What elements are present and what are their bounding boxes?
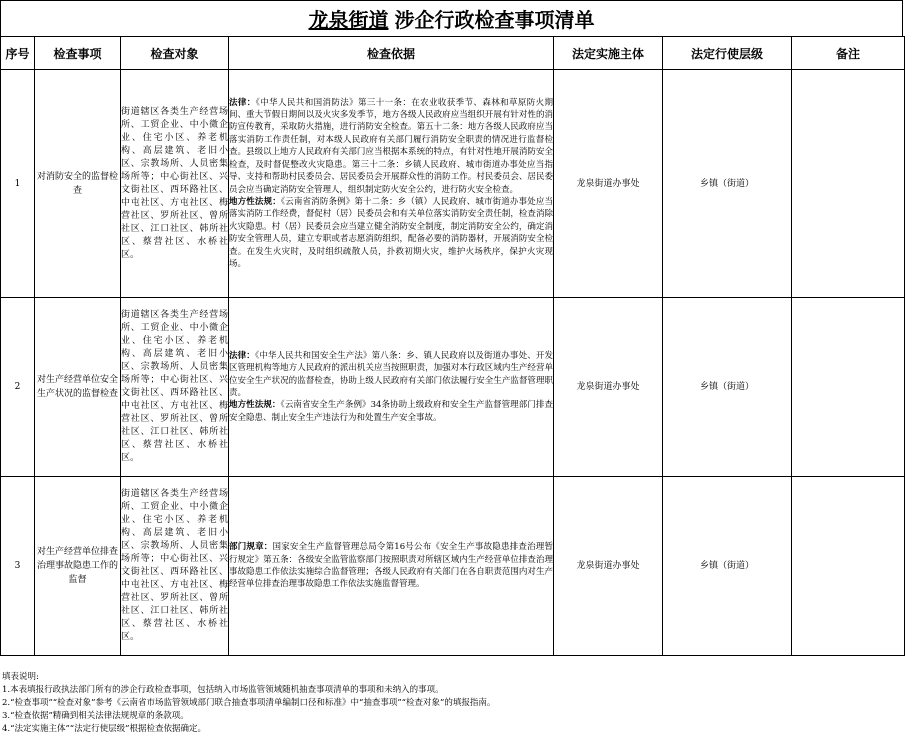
notes-heading: 填表说明: [2, 672, 39, 682]
row-object: 街道辖区各类生产经营场所、工贸企业、中小微企业、住宅小区、养老机构、高层建筑、老旧小区、宗教场所、人员密集场所等；中心街社区、兴文街社区、西环路社区、中屯社区、方屯社区、梅营社区、罗所社区、曾所社区、江口社区、韩所社区、蔡营社区、水桥社区。 [121, 70, 229, 298]
row-no: 1 [1, 70, 35, 298]
basis-text: 《云南省安全生产条例》34条协助上级政府和安全生产监督管理部门排查安全隐患、制止安全生产违法行为和处置生产安全事故。 [229, 400, 553, 423]
row-basis [229, 70, 554, 298]
basis-text: 国家安全生产监督管理总局令第16号公布《安全生产事故隐患排查治理暂行规定》第五条：各级安全监管监察部门按照职责对所辖区域内生产经营单位排查治理事故隐患工作依法实施综合监督管理；各级人民政府有关部门在各自职责范围内对生产经营单位排查治理事故隐患工作依法实施监督管理。 [229, 542, 553, 590]
row-remark [792, 70, 905, 298]
header-no: 序号 [1, 37, 35, 70]
inspection-table [0, 36, 905, 656]
basis-label: 部门规章： [229, 542, 273, 553]
row-subject: 龙泉街道办事处 [554, 298, 663, 477]
title-text: 涉企行政检查事项清单 [394, 8, 595, 32]
row-remark [792, 298, 905, 477]
row-level: 乡镇（街道） [663, 477, 792, 656]
row-subject: 龙泉街道办事处 [554, 477, 663, 656]
header-subject: 法定实施主体 [554, 37, 663, 70]
header-object: 检查对象 [121, 37, 229, 70]
row-no: 3 [1, 477, 35, 656]
fill-instructions [2, 671, 902, 736]
header-item: 检查事项 [35, 37, 121, 70]
basis-label: 地方性法规： [229, 196, 281, 207]
row-item: 对生产经营单位安全生产状况的监督检查 [35, 298, 121, 477]
row-no: 2 [1, 298, 35, 477]
basis-text: 《云南省消防条例》第十二条：乡（镇）人民政府、城市街道办事处应当落实消防工作经费，督促村（居）民委员会和有关单位落实消防安全责任制，检查消除火灾隐患。村（居）民委员会应当建立健全消防安全制度，制定消防安全公约，确定消防安全管理人员，建立专职或者志愿消防组织，配备必要的消防器材，开展消防安全检查。在发生火灾时，及时组织疏散人员，扑救初期火灾，维护火场秩序，保护火灾现场。 [229, 196, 553, 269]
row-basis [229, 477, 554, 656]
row-level: 乡镇（街道） [663, 70, 792, 298]
basis-text: 《中华人民共和国安全生产法》第八条：乡、镇人民政府以及街道办事处、开发区管理机构等地方人民政府的派出机关应当按照职责，加强对本行政区域内生产经营单位安全生产状况的监督检查，协助上级人民政府有关部门依法履行安全生产监督管理职责。 [229, 350, 553, 398]
note-item: 3.“检查依据”精确到相关法律法规规章的条款项。 [2, 711, 189, 721]
header-basis: 检查依据 [229, 37, 554, 70]
row-basis [229, 298, 554, 477]
basis-label: 法律： [229, 350, 255, 361]
basis-label: 地方性法规： [229, 400, 281, 411]
page-title [0, 0, 903, 37]
row-level: 乡镇（街道） [663, 298, 792, 477]
title-region: 龙泉街道 [308, 8, 389, 32]
basis-text: 《中华人民共和国消防法》第三十一条：在农业收获季节、森林和草原防火期间、重大节假日期间以及火灾多发季节，地方各级人民政府应当组织开展有针对性的消防宣传教育，采取防火措施，进行消防安全检查。第五十二条：地方各级人民政府应当落实消防工作责任制，对本级人民政府有关部门履行消防安全职责的情况进行监督检查。县级以上地方人民政府有关部门应当根据本系统的特点，有针对性地开展消防安全检查，及时督促整改火灾隐患。第三十二条：乡镇人民政府、城市街道办事处应当指导、支持和帮助村民委员会、居民委员会开展群众性的消防工作。村民委员会、居民委员会应当确定消防安全管理人，组织制定防火安全公约，进行防火安全检查。 [229, 97, 553, 195]
header-level: 法定行使层级 [663, 37, 792, 70]
table-row [1, 298, 905, 477]
table-row [1, 70, 905, 298]
row-item: 对生产经营单位排查治理事故隐患工作的监督 [35, 477, 121, 656]
header-row [1, 37, 905, 70]
row-subject: 龙泉街道办事处 [554, 70, 663, 298]
row-item: 对消防安全的监督检查 [35, 70, 121, 298]
row-remark [792, 477, 905, 656]
row-object: 街道辖区各类生产经营场所、工贸企业、中小微企业、住宅小区、养老机构、高层建筑、老旧小区、宗教场所、人员密集场所等；中心街社区、兴文街社区、西环路社区、中屯社区、方屯社区、梅营社区、罗所社区、曾所社区、江口社区、韩所社区、蔡营社区、水桥社区。 [121, 477, 229, 656]
row-object: 街道辖区各类生产经营场所、工贸企业、中小微企业、住宅小区、养老机构、高层建筑、老旧小区、宗教场所、人员密集场所等；中心街社区、兴文街社区、西环路社区、中屯社区、方屯社区、梅营社区、罗所社区、曾所社区、江口社区、韩所社区、蔡营社区、水桥社区。 [121, 298, 229, 477]
note-item: 2.“检查事项”“检查对象”参考《云南省市场监管领域部门联合抽查事项清单编制口径和标准》中“抽查事项”“检查对象”的填报指南。 [2, 698, 496, 708]
note-item: 4.“法定实施主体”“法定行使层级”根据检查依据确定。 [2, 724, 206, 734]
note-item: 1.本表填报行政执法部门所有的涉企行政检查事项，包括纳入市场监管领域随机抽查事项清单的事项和未纳入的事项。 [2, 685, 444, 695]
basis-label: 法律： [229, 97, 256, 108]
table-row [1, 477, 905, 656]
header-remark: 备注 [792, 37, 905, 70]
